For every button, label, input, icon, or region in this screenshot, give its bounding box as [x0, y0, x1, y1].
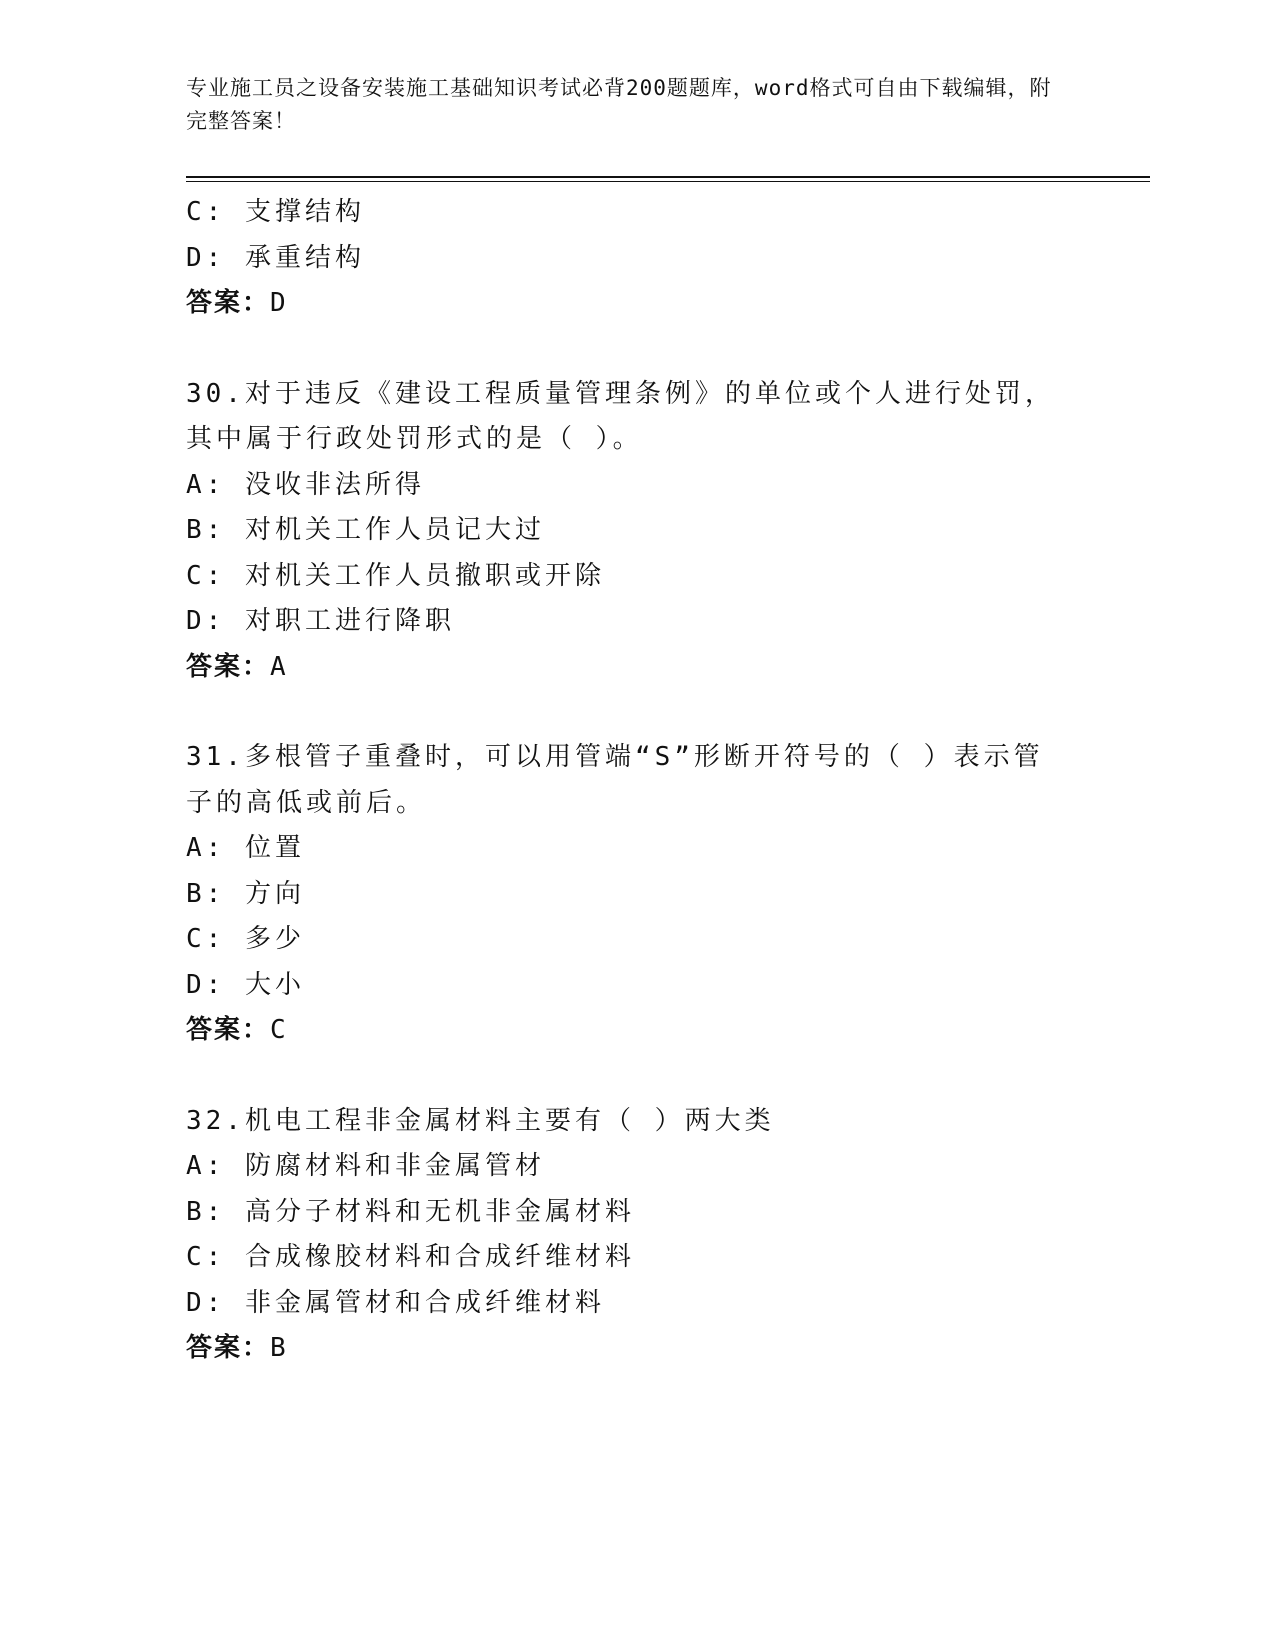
answer-line [186, 1326, 1086, 1372]
option-c: C: 支撑结构 [186, 197, 365, 227]
answer-value: D [270, 288, 288, 318]
answer-label: 答案： [186, 1333, 271, 1363]
answer-line [186, 281, 1086, 327]
answer-value: A [270, 651, 288, 682]
answer-value: C [270, 1015, 288, 1045]
option-a: A: 防腐材料和非金属管材 [186, 1151, 545, 1181]
answer-label: 答案： [186, 1015, 271, 1045]
option-b: B: 方向 [186, 878, 305, 909]
option-a: A: 没收非法所得 [186, 469, 425, 500]
question-stem: 32.机电工程非金属材料主要有（ ）两大类 [186, 1105, 775, 1136]
option-b: B: 高分子材料和无机非金属材料 [186, 1196, 635, 1227]
answer-value: B [270, 1333, 288, 1363]
question-block [186, 735, 1086, 1054]
option-d: D: 非金属管材和合成纤维材料 [186, 1287, 605, 1318]
option-d: D: 承重结构 [186, 242, 365, 273]
carryover-block [186, 190, 1086, 327]
question-stem: 30.对于违反《建设工程质量管理条例》的单位或个人进行处罚，其中属于行政处罚形式的是（ ）。 [186, 378, 1055, 454]
option-c: C: 对机关工作人员撤职或开除 [186, 560, 605, 591]
option-b: B: 对机关工作人员记大过 [186, 515, 545, 545]
option-d: D: 大小 [186, 969, 305, 1000]
answer-label: 答案： [186, 288, 271, 318]
header-divider-thin [186, 181, 1150, 182]
question-stem: 31.多根管子重叠时，可以用管端“S”形断开符号的（ ）表示管子的高低或前后。 [186, 742, 1044, 818]
question-content [186, 190, 1086, 1372]
header-divider-thick [186, 176, 1150, 178]
option-d: D: 对职工进行降职 [186, 606, 455, 636]
option-a: A: 位置 [186, 833, 305, 863]
option-c: C: 合成橡胶材料和合成纤维材料 [186, 1242, 635, 1272]
answer-line [186, 645, 1086, 691]
question-block [186, 1099, 1086, 1372]
page-header: 专业施工员之设备安装施工基础知识考试必背200题题库，word格式可自由下载编辑，附完整答案！ [186, 76, 1052, 133]
question-block [186, 372, 1086, 691]
answer-label: 答案： [186, 651, 271, 682]
option-c: C: 多少 [186, 924, 305, 954]
answer-line [186, 1008, 1086, 1054]
